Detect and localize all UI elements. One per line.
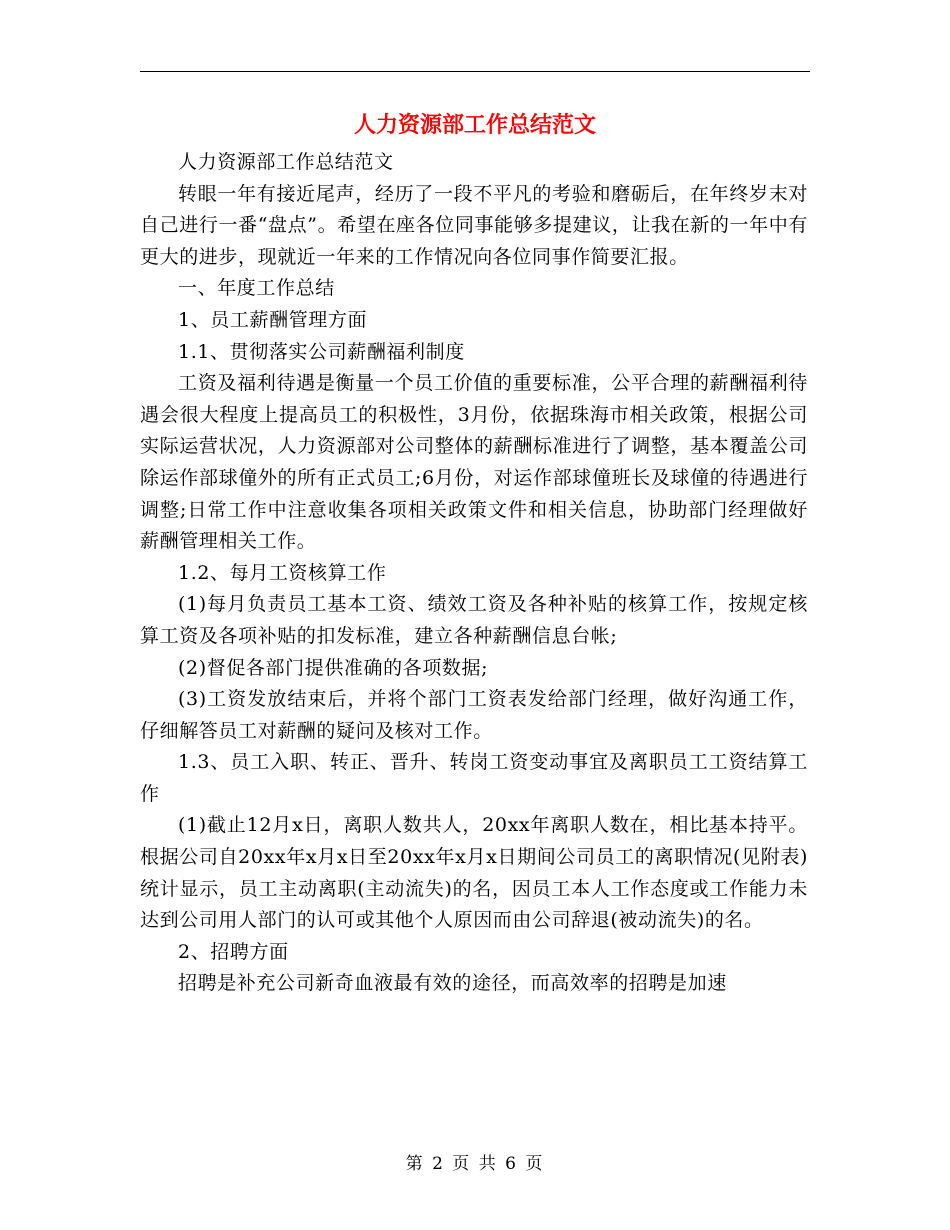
heading-monthly-payroll: 1.2、每月工资核算工作: [178, 561, 387, 584]
heading-salary-policy: 1.1、贯彻落实公司薪酬福利制度: [178, 340, 465, 363]
heading-annual-summary: 一、年度工作总结: [178, 277, 335, 300]
heading-recruitment: 2、招聘方面: [178, 940, 289, 963]
document-body: [140, 147, 808, 1000]
heading-salary-changes: 1.3、员工入职、转正、晋升、转岗工资变动事宜及离职员工工资结算工作: [140, 751, 808, 805]
list-item-payroll-3: (3)工资发放结束后，并将个部门工资表发给部门经理，做好沟通工作，仔细解答员工对薪酬的疑问及核对工作。: [140, 688, 808, 742]
paragraph-salary-policy: 工资及福利待遇是衡量一个员工价值的重要标准，公平合理的薪酬福利待遇会很大程度上提高员工的积极性，3月份，依据珠海市相关政策，根据公司实际运营状况，人力资源部对公司整体的薪酬标准进行了调整，基本覆盖公司除运作部球僮外的所有正式员工;6月份，对运作部球僮班长及球僮的待遇进行调整;日常工作中注意收集各项相关政策文件和相关信息，协助部门经理做好薪酬管理相关工作。: [140, 372, 808, 553]
list-item-payroll-1: (1)每月负责员工基本工资、绩效工资及各种补贴的核算工作，按规定核算工资及各项补贴的扣发标准，建立各种薪酬信息台帐;: [140, 593, 808, 647]
header-rule: [140, 71, 810, 72]
paragraph-subtitle: 人力资源部工作总结范文: [178, 151, 394, 173]
paragraph-intro: 转眼一年有接近尾声，经历了一段不平凡的考验和磨砺后，在年终岁末对自己进行一番“盘点”。希望在座各位同事能够多提建议，让我在新的一年中有更大的进步，现就近一年来的工作情况向各位同事作简要汇报。: [140, 182, 808, 268]
paragraph-recruitment: 招聘是补充公司新奇血液最有效的途径，而高效率的招聘是加速: [178, 972, 727, 995]
list-item-payroll-2: (2)督促各部门提供准确的各项数据;: [178, 656, 489, 679]
document-title: 人力资源部工作总结范文: [353, 112, 596, 138]
page-number-footer: 第 2 页 共 6 页: [405, 1154, 545, 1174]
list-item-turnover: (1)截止12月x日，离职人数共人，20xx年离职人数在，相比基本持平。根据公司自20xx年x月x日至20xx年x月x日期间公司员工的离职情况(见附表)统计显示，员工主动离职(主动流失)的名，因员工本人工作态度或工作能力未达到公司用人部门的认可或其他个人原因而由公司辞退(被动流失)的名。: [140, 814, 808, 932]
heading-salary-management: 1、员工薪酬管理方面: [178, 308, 368, 331]
